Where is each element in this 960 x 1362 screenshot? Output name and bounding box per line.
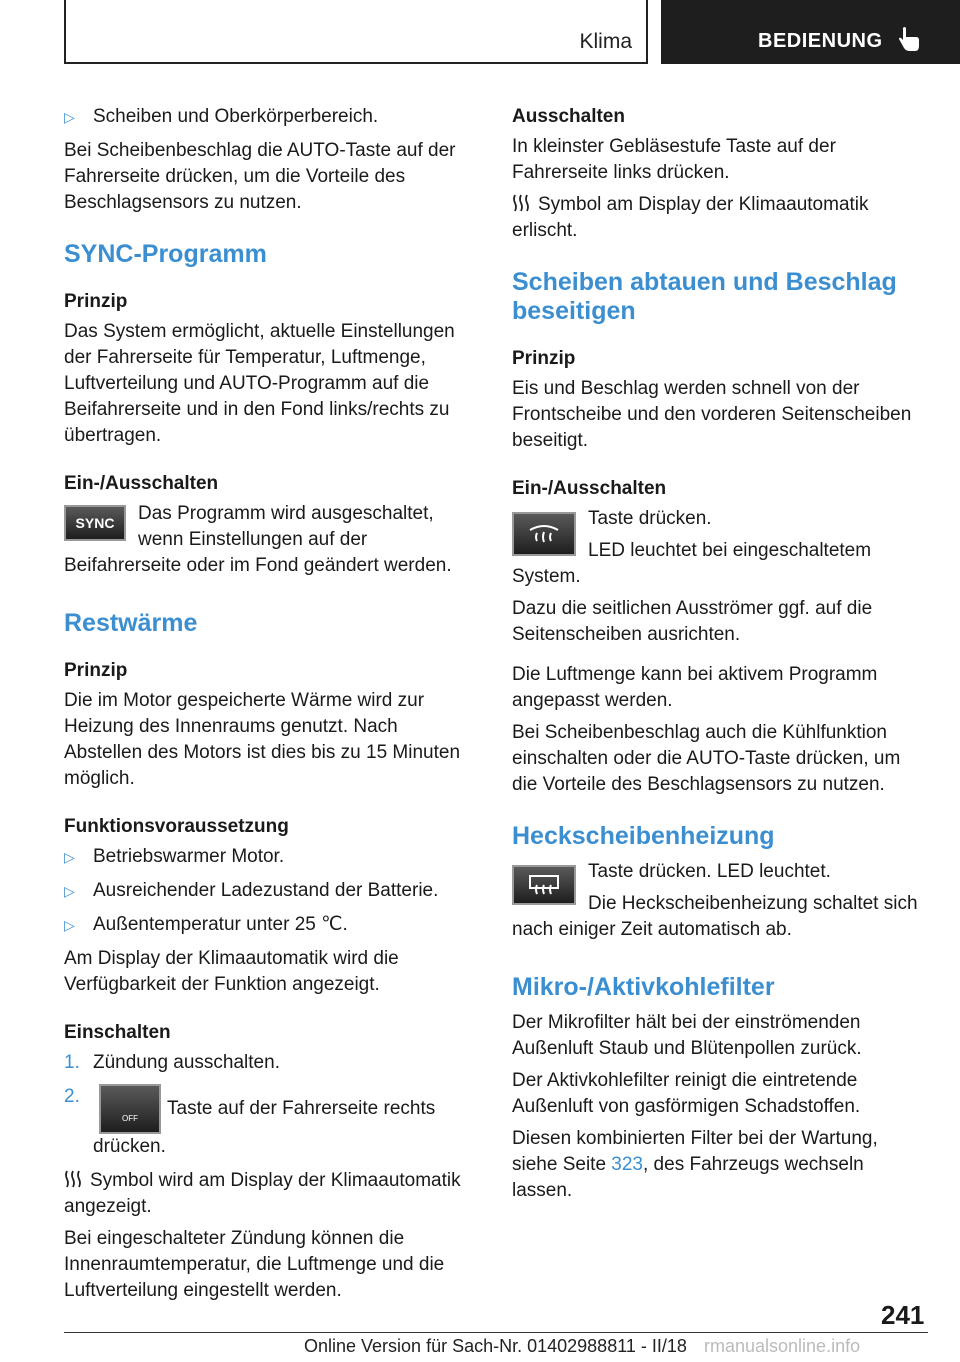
rest-prinzip-label: Prinzip: [64, 660, 128, 681]
header-chapter-box: [661, 0, 960, 64]
watermark: rmanualsonline.info: [704, 1336, 861, 1356]
defrost-text1: Dazu die seitlichen Ausströmer ggf. auf die Seitenscheiben ausrichten.: [512, 598, 873, 645]
filter-text1: Der Mikrofilter hält bei der einströmenden Außenluft Staub und Blütenpollen zurück.: [512, 1012, 862, 1059]
rest-symbol-text: Symbol wird am Display der Klimaautomatik angezeigt.: [64, 1170, 461, 1217]
footer-version: Online Version für Sach-Nr. 01402988811 - II/18: [304, 1336, 687, 1356]
filter-text2: Der Aktivkohlefilter reinigt die eintretende Außenluft von gasförmigen Schadstoffen.: [512, 1070, 861, 1117]
step-item: 2. OFF Taste auf der Fahrerseite rechts drücken.: [64, 1086, 436, 1157]
rear-window-heat-icon: [527, 873, 561, 897]
rear-heading: Heckscheibenheizung: [512, 822, 775, 850]
filter-text3: Diesen kombinierten Filter bei der Wartung, siehe Seite 323, des Fahrzeugs wechseln lassen.: [512, 1128, 878, 1201]
bullet-triangle-icon: ▷: [64, 883, 75, 899]
rest-req-text: Am Display der Klimaautomatik wird die Verfügbarkeit der Funktion angezeigt.: [64, 948, 399, 995]
off-text: In kleinster Gebläsestufe Taste auf der Fahrerseite links drücken.: [512, 136, 836, 183]
defrost-prinzip-label: Prinzip: [512, 348, 576, 369]
rest-prinzip-text: Die im Motor gespeicherte Wärme wird zur Heizung des Innenraums genutzt. Nach Abstellen des Motors ist dies bis zu 15 Minuten möglich.: [64, 690, 461, 789]
rest-final-text: Bei eingeschalteter Zündung können die Innenraumtemperatur, die Luftmenge und die Luftverteilung eingestellt werden.: [64, 1228, 445, 1301]
intro-paragraph: Bei Scheibenbeschlag die AUTO-Taste auf der Fahrerseite drücken, um die Vorteile des Beschlagsensors zu nutzen.: [64, 140, 456, 213]
header-section-box: [64, 0, 648, 64]
defrost-step-b: LED leuchtet bei eingeschaltetem System.: [512, 540, 872, 587]
sync-prinzip-label: Prinzip: [64, 291, 128, 312]
defrost-heading: Scheiben abtauen und Beschlag beseitigen: [512, 268, 897, 325]
rest-heading: Restwärme: [64, 609, 198, 637]
list-item: ▷ Betriebswarmer Motor.: [64, 844, 476, 870]
right-column: [512, 104, 928, 1210]
page-reference-link[interactable]: 323: [611, 1154, 643, 1175]
residual-heat-button-icon: OFF: [99, 1084, 161, 1134]
rear-step-b: Die Heckscheibenheizung schaltet sich nach einiger Zeit automatisch ab.: [512, 893, 918, 940]
off-symbol-text: Symbol am Display der Klimaautomatik erlischt.: [512, 194, 869, 241]
rest-on-label: Einschalten: [64, 1022, 171, 1043]
pointing-hand-icon: [898, 26, 920, 52]
page-number: 241: [881, 1300, 925, 1330]
rest-req-label: Funktionsvoraussetzung: [64, 816, 289, 837]
sync-prinzip-text: Das System ermöglicht, aktuelle Einstellungen der Fahrerseite für Temperatur, Luftmenge, Luftverteilung und AUTO-Programm auf die Beifahrerseite und in den Fond links/rechts zu übertragen.: [64, 321, 455, 446]
sync-onoff-text: Das Programm wird ausgeschaltet, wenn Einstellungen auf der Beifahrerseite oder im Fond geändert werden.: [64, 503, 452, 576]
defrost-onoff-label: Ein-/Ausschalten: [512, 478, 667, 499]
windshield-defrost-icon: [527, 522, 561, 546]
left-column: [64, 104, 476, 1310]
bullet-triangle-icon: ▷: [64, 849, 75, 865]
rear-defrost-button-icon: [512, 865, 576, 905]
bullet-triangle-icon: ▷: [64, 917, 75, 933]
step-item: 1. Zündung ausschalten.: [64, 1052, 280, 1073]
defrost-step-a: Taste drücken.: [588, 508, 712, 529]
rear-step-a: Taste drücken. LED leuchtet.: [588, 861, 831, 882]
heat-symbol-icon: [512, 193, 530, 213]
off-label: Ausschalten: [512, 106, 625, 127]
list-item: ▷ Scheiben und Oberkörperbereich.: [64, 104, 476, 130]
list-item: ▷ Ausreichender Ladezustand der Batterie.: [64, 878, 476, 904]
header-chapter-title: BEDIENUNG: [758, 30, 883, 52]
front-defrost-button-icon: [512, 512, 576, 556]
defrost-text2: Die Luftmenge kann bei aktivem Programm angepasst werden.: [512, 664, 878, 711]
filter-heading: Mikro-/Aktivkohlefilter: [512, 973, 775, 1001]
heat-symbol-icon: [64, 1169, 82, 1189]
defrost-prinzip-text: Eis und Beschlag werden schnell von der Frontscheibe und den vorderen Seitenscheiben beseitigt.: [512, 378, 912, 451]
sync-heading: SYNC-Programm: [64, 240, 267, 268]
footer-divider: [64, 1332, 928, 1333]
list-item: ▷ Außentemperatur unter 25 ℃.: [64, 912, 476, 938]
sync-onoff-label: Ein-/Ausschalten: [64, 473, 219, 494]
header-section-title: Klima: [579, 30, 632, 53]
sync-button-icon: SYNC: [64, 505, 126, 541]
bullet-triangle-icon: ▷: [64, 109, 75, 125]
defrost-text3: Bei Scheibenbeschlag auch die Kühlfunktion einschalten oder die AUTO-Taste drücken, um die Vorteile des Beschlagsensors zu nutzen.: [512, 722, 901, 795]
